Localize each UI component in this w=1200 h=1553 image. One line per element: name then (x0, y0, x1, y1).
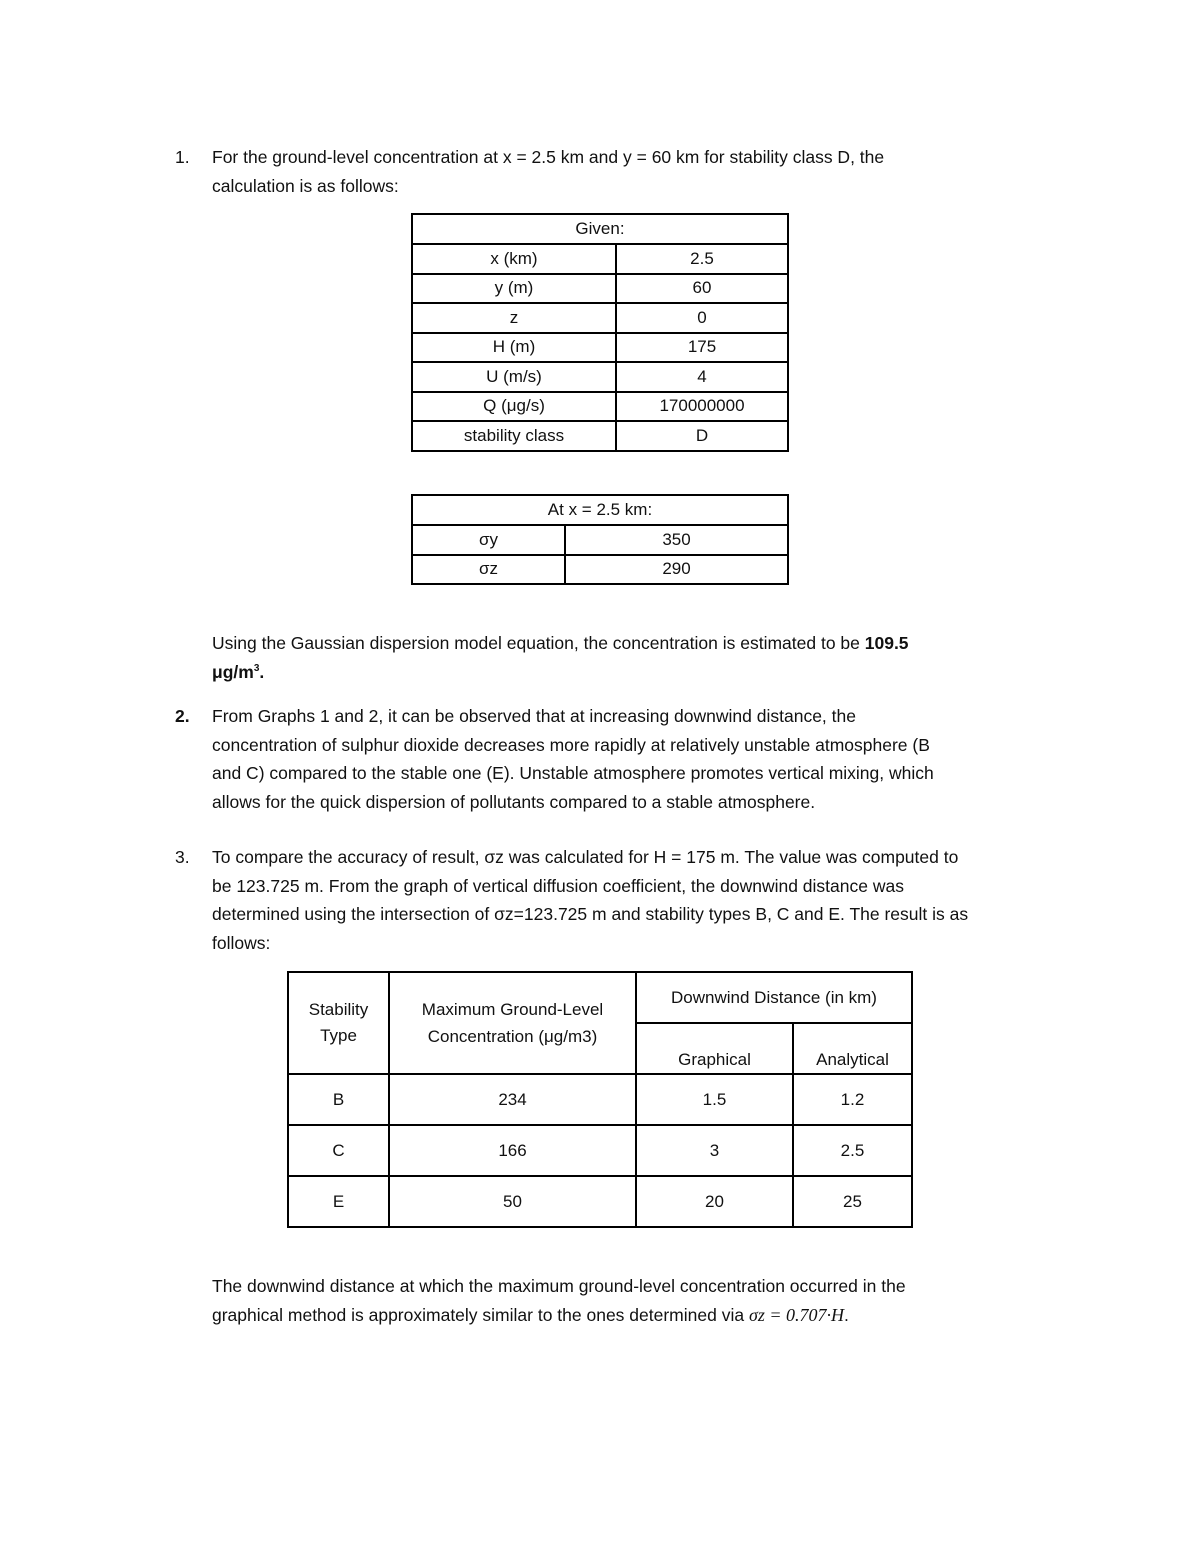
sigma-label: σy (412, 525, 565, 555)
table-row (412, 303, 788, 333)
cell-graphical: 3 (636, 1125, 793, 1176)
item2-paragraph (212, 702, 1112, 816)
result-value: 109.5 (864, 633, 909, 653)
item3-line: determined using the intersection of σz=123.725 m and stability types B, C and E. The result is as (212, 904, 969, 924)
item2-line: concentration of sulphur dioxide decreases more rapidly at relatively unstable atmosphere (B (212, 734, 930, 755)
result-unit: μg/m (212, 661, 254, 682)
sigma-table (411, 494, 789, 585)
col-graphical-header: Graphical (636, 1023, 793, 1074)
table-row (412, 333, 788, 363)
given-label: stability class (412, 421, 616, 451)
given-label: y (m) (412, 274, 616, 304)
item3-line: To compare the accuracy of result, σz was calculated for H = 175 m. The value was computed to (212, 847, 959, 867)
given-label: H (m) (412, 333, 616, 363)
col-stability-header: Stability Type (288, 972, 389, 1074)
given-table (411, 213, 789, 452)
given-label: x (km) (412, 244, 616, 274)
cell-concentration: 50 (389, 1176, 636, 1227)
given-value: 60 (616, 274, 788, 304)
conclusion-line2-end: . (843, 1304, 849, 1325)
item1-line1: For the ground-level concentration at x = 2.5 km and y = 60 km for stability class D, the (212, 147, 885, 167)
cell-concentration: 234 (389, 1074, 636, 1125)
cell-analytical: 2.5 (793, 1125, 912, 1176)
given-value: 2.5 (616, 244, 788, 274)
result-text: Using the Gaussian dispersion model equation, the concentration is estimated to be (212, 633, 865, 653)
table-row (412, 555, 788, 585)
table-row (288, 1125, 912, 1176)
result-unit-sup: 3 (253, 662, 260, 674)
table-row (412, 244, 788, 274)
cell-analytical: 25 (793, 1176, 912, 1227)
given-label: z (412, 303, 616, 333)
table-row (412, 525, 788, 555)
item2-line: and C) compared to the stable one (E). Unstable atmosphere promotes vertical mixing, which (212, 763, 934, 783)
given-label: Q (μg/s) (412, 392, 616, 422)
conclusion-line1: The downwind distance at which the maximum ground-level concentration occurred in the (212, 1276, 906, 1296)
item3-paragraph (212, 843, 1112, 957)
result-end: . (259, 661, 265, 682)
sigma-value: 290 (565, 555, 788, 585)
table-row (412, 421, 788, 451)
given-value: 175 (616, 333, 788, 363)
item3-line: follows: (212, 932, 271, 953)
given-table-header: Given: (412, 214, 788, 244)
sigma-table-header: At x = 2.5 km: (412, 495, 788, 525)
sigma-label: σz (412, 555, 565, 585)
item1-line2: calculation is as follows: (212, 175, 399, 196)
table-row (412, 362, 788, 392)
item2-line: allows for the quick dispersion of pollutants compared to a stable atmosphere. (212, 791, 816, 812)
list-number-3: 3. (175, 847, 190, 867)
conclusion-line2 (212, 1301, 1112, 1330)
col-concentration-header: Maximum Ground-Level Concentration (μg/m3) (389, 972, 636, 1074)
item3-line: be 123.725 m. From the graph of vertical diffusion coefficient, the downwind distance was (212, 875, 904, 896)
conclusion-paragraph (212, 1272, 1112, 1329)
cell-analytical: 1.2 (793, 1074, 912, 1125)
given-value: 0 (616, 303, 788, 333)
table-row (412, 392, 788, 422)
cell-type: B (288, 1074, 389, 1125)
result-paragraph (212, 629, 1072, 686)
sigma-value: 350 (565, 525, 788, 555)
given-label: U (m/s) (412, 362, 616, 392)
cell-type: C (288, 1125, 389, 1176)
given-value: 4 (616, 362, 788, 392)
list-number-2: 2. (175, 706, 190, 726)
conclusion-formula: σz = 0.707·H (748, 1304, 844, 1325)
cell-concentration: 166 (389, 1125, 636, 1176)
given-value: D (616, 421, 788, 451)
table-row (288, 1176, 912, 1227)
col-distance-header: Downwind Distance (in km) (636, 972, 912, 1023)
cell-graphical: 20 (636, 1176, 793, 1227)
table-row (288, 1074, 912, 1125)
cell-type: E (288, 1176, 389, 1227)
item2-line: From Graphs 1 and 2, it can be observed that at increasing downwind distance, the (212, 706, 856, 726)
col-analytical-header: Analytical (793, 1023, 912, 1074)
conclusion-line2-prefix: graphical method is approximately similar to the ones determined via (212, 1304, 749, 1325)
list-number-1: 1. (175, 147, 190, 167)
given-value: 170000000 (616, 392, 788, 422)
item1-paragraph (212, 143, 1112, 200)
table-row (412, 274, 788, 304)
cell-graphical: 1.5 (636, 1074, 793, 1125)
comparison-table (287, 971, 913, 1228)
